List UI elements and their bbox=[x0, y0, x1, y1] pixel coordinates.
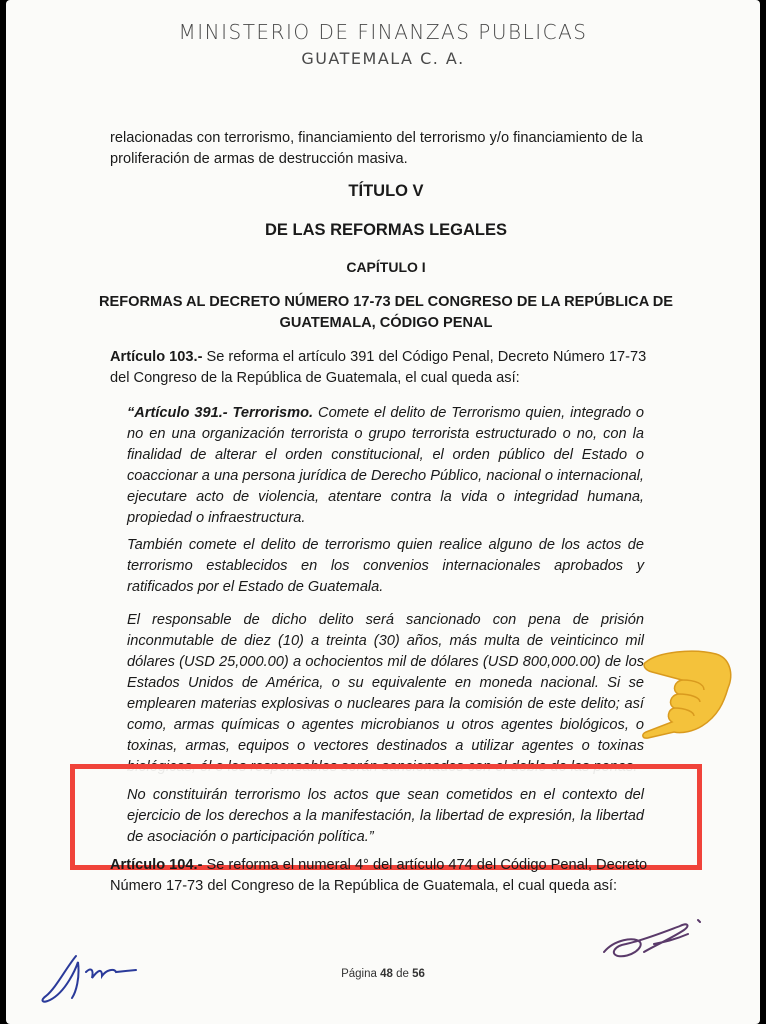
footer-total-pages: 56 bbox=[412, 968, 425, 980]
article-103-text: Se reforma el artículo 391 del Código Penal, Decreto Número 17-73 del Congreso de la República de Guatemala, el cual queda así: bbox=[110, 349, 647, 386]
ministry-header-title: MINISTERIO DE FINANZAS PUBLICAS bbox=[178, 20, 588, 44]
titulo-heading: TÍTULO V bbox=[348, 182, 424, 200]
footer-current-page: 48 bbox=[380, 968, 393, 980]
capitulo-heading: CAPÍTULO I bbox=[346, 259, 426, 275]
quote-paragraph-1-text: Comete el delito de Terrorismo quien, integrado o no en una organización terrorista o grupo terrorista estructurado o no, con la finalidad de alterar el orden constitucional, el orden público del Estado o coaccionar a una persona jurídica de Derecho Público, nacional o internacional, ejecutare acto de violencia, atentare contra la vida o integridad humana, propiedad o infraestructura. bbox=[127, 405, 644, 526]
article-103 bbox=[110, 347, 662, 389]
ministry-header-subtitle: GUATEMALA C. A. bbox=[301, 49, 465, 68]
footer-middle: de bbox=[392, 968, 413, 980]
pointing-hand-emoji-icon bbox=[638, 640, 738, 740]
quote-paragraph-4-highlighted: No constituirán terrorismo los actos que sean cometidos en el contexto del ejercicio de los derechos a la manifestación, la libertad de expresión, la libertad de asociación o participación política.” bbox=[127, 787, 644, 845]
signature-right-icon bbox=[594, 912, 714, 972]
quote-paragraph-3: El responsable de dicho delito será sancionado con pena de prisión inconmutable de diez (10) a treinta (30) años, más multa de veinticinco mil dólares (USD 25,000.00) a ochocientos mil de dólares (USD 800,000.00) de los Estados Unidos de América, o su equivalente en moneda nacional. Si se emplearen materias explosivas o nucleares para la comisión de este delito; así como, armas químicas o agentes microbianos u otros agentes biológicos, o toxinas, armas, equipos o vectores destinados a utilizar agentes o toxinas bbox=[127, 612, 644, 754]
intro-paragraph: relacionadas con terrorismo, financiamiento del terrorismo y/o financiamiento de la proliferación de armas de destrucción masiva. bbox=[110, 130, 643, 167]
article-104 bbox=[110, 855, 662, 897]
reformas-heading: DE LAS REFORMAS LEGALES bbox=[264, 221, 507, 239]
article-104-text: Se reforma el numeral 4° del artículo 474 del Código Penal, Decreto Número 17-73 del Congreso de la República de Guatemala, el cual queda así: bbox=[110, 857, 648, 894]
article-391-label: “Artículo 391.- Terrorismo. bbox=[127, 405, 314, 421]
decreto-heading: REFORMAS AL DECRETO NÚMERO 17-73 DEL CONGRESO DE LA REPÚBLICA DE GUATEMALA, CÓDIGO PENAL bbox=[98, 294, 674, 331]
quote-paragraph-1 bbox=[127, 403, 644, 529]
quote-paragraph-2: También comete el delito de terrorismo quien realice alguno de los actos de terrorismo establecidos en los convenios internacionales aprobados y ratificados por el Estado de Guatemala. bbox=[127, 537, 644, 595]
footer-prefix: Página bbox=[341, 968, 381, 980]
article-104-label: Artículo 104.- bbox=[110, 857, 203, 873]
page-footer bbox=[6, 968, 760, 980]
article-103-label: Artículo 103.- bbox=[110, 349, 203, 365]
document-page bbox=[6, 0, 760, 1024]
